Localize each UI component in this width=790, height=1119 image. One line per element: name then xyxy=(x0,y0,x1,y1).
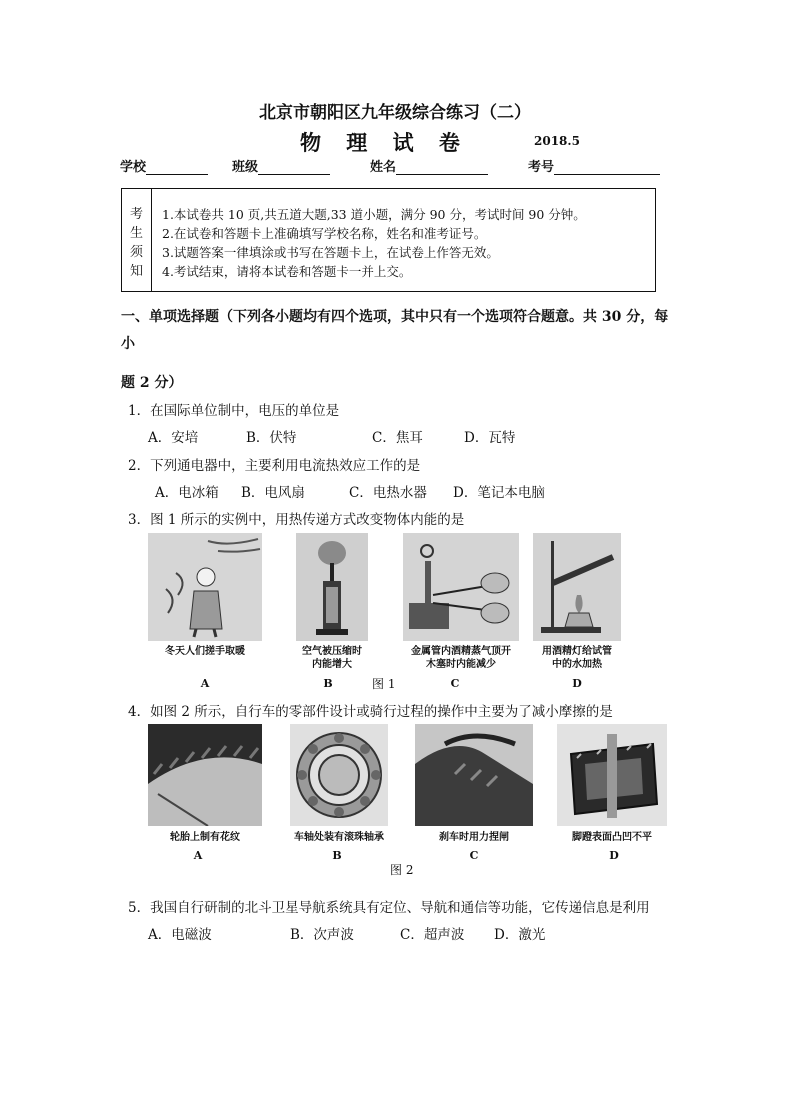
notice-rules xyxy=(162,205,586,281)
ball-bearing-icon xyxy=(290,724,388,826)
school-field[interactable] xyxy=(146,160,208,175)
exam-subject: 物 理 试 卷 xyxy=(300,130,469,155)
student-info-line xyxy=(120,156,680,176)
question-1-stem: 1．在国际单位制中，电压的单位是 xyxy=(128,403,340,419)
option-d[interactable]: D．笔记本电脑 xyxy=(453,485,545,501)
figure1-image-b[interactable] xyxy=(296,533,368,641)
notice-label-char: 生 xyxy=(129,226,143,241)
caption-line: 木塞时内能减少 xyxy=(426,659,496,670)
caption-line: 车轴处装有滚珠轴承 xyxy=(294,832,384,843)
section-heading-cont: 小 xyxy=(121,336,135,352)
option-c[interactable]: C．焦耳 xyxy=(372,430,423,446)
notice-label-char: 考 xyxy=(129,207,143,222)
school-label: 学校 xyxy=(120,160,147,175)
option-b[interactable]: B．伏特 xyxy=(246,430,297,446)
figure2-letter-a: A xyxy=(193,849,203,862)
option-d[interactable]: D．激光 xyxy=(494,927,546,943)
figure2-caption-d xyxy=(552,831,672,844)
figure1-image-c[interactable] xyxy=(403,533,519,641)
class-field[interactable] xyxy=(258,160,330,175)
notice-label-char: 知 xyxy=(129,264,143,279)
caption-line: 金属管内酒精蒸气顶开 xyxy=(411,646,511,657)
question-2-options xyxy=(155,481,655,499)
figure1-caption-d xyxy=(528,645,626,671)
bicycle-pedal-icon xyxy=(557,724,667,826)
class-label: 班级 xyxy=(232,160,259,175)
caption-line: 内能增大 xyxy=(312,659,352,670)
notice-label xyxy=(122,189,152,291)
figure2-caption-c xyxy=(415,831,533,844)
figure2-letter-b: B xyxy=(332,849,342,862)
name-label: 姓名 xyxy=(370,160,397,175)
figure2-caption-b xyxy=(276,831,402,844)
figure2-image-d[interactable] xyxy=(557,724,667,826)
caption-line: 中的水加热 xyxy=(552,659,602,670)
notice-rule: 1.本试卷共 10 页,共五道大题,33 道小题，满分 90 分，考试时间 90 分钟。 xyxy=(162,207,586,222)
figure1-letter-d: D xyxy=(572,677,582,690)
option-a[interactable]: A．安培 xyxy=(148,430,199,446)
name-field[interactable] xyxy=(396,160,488,175)
exam-title: 北京市朝阳区九年级综合练习（二） xyxy=(259,103,531,123)
figure1-image-d[interactable] xyxy=(533,533,621,641)
notice-box xyxy=(121,188,656,292)
notice-rule: 4.考试结束，请将本试卷和答题卡一并上交。 xyxy=(162,264,412,279)
figure1-caption-c xyxy=(398,645,524,671)
figure2-image-c[interactable] xyxy=(415,724,533,826)
question-4-stem: 4．如图 2 所示，自行车的零部件设计或骑行过程的操作中主要为了减小摩擦的是 xyxy=(128,704,613,720)
tire-tread-icon xyxy=(148,724,262,826)
caption-line: 用酒精灯给试管 xyxy=(542,646,612,657)
caption-line: 脚蹬表面凸凹不平 xyxy=(572,832,652,843)
air-pump-icon xyxy=(296,533,368,641)
exam-date: 2018.5 xyxy=(534,134,580,148)
figure2-letter-d: D xyxy=(609,849,619,862)
question-2-stem: 2．下列通电器中，主要利用电流热效应工作的是 xyxy=(128,458,421,474)
figure1-letter-a: A xyxy=(200,677,210,690)
caption-line: 空气被压缩时 xyxy=(302,646,362,657)
question-3-stem: 3．图 1 所示的实例中，用热传递方式改变物体内能的是 xyxy=(128,512,465,528)
alcohol-lamp-test-tube-icon xyxy=(533,533,621,641)
notice-label-char: 须 xyxy=(129,245,143,260)
figure2-letter-c: C xyxy=(469,849,479,862)
option-a[interactable]: A．电磁波 xyxy=(148,927,212,943)
figure2-image-b[interactable] xyxy=(290,724,388,826)
brake-lever-icon xyxy=(415,724,533,826)
figure2-image-a[interactable] xyxy=(148,724,262,826)
option-a[interactable]: A．电冰箱 xyxy=(155,485,219,501)
figure1-letter-c: C xyxy=(450,677,460,690)
caption-line: 刹车时用力捏闸 xyxy=(439,832,509,843)
option-d[interactable]: D．瓦特 xyxy=(464,430,516,446)
option-b[interactable]: B．电风扇 xyxy=(241,485,305,501)
question-5-stem: 5．我国自行研制的北斗卫星导航系统具有定位、导航和通信等功能，它传递信息是利用 xyxy=(128,900,650,916)
figure1-image-a[interactable] xyxy=(148,533,262,641)
metal-tube-cork-icon xyxy=(403,533,519,641)
figure1-label: 图 1 xyxy=(372,677,396,691)
caption-line: 轮胎上制有花纹 xyxy=(170,832,240,843)
figure2-label: 图 2 xyxy=(390,863,414,877)
figure2-caption-a xyxy=(148,831,262,844)
section-heading: 一、单项选择题（下列各小题均有四个选项，其中只有一个选项符合题意。共 30 分，每 xyxy=(121,309,669,325)
caption-line: 冬天人们搓手取暖 xyxy=(165,646,245,657)
figure1-caption-a xyxy=(148,645,262,658)
option-c[interactable]: C．超声波 xyxy=(400,927,465,943)
notice-rule: 2.在试卷和答题卡上准确填写学校名称，姓名和准考证号。 xyxy=(162,226,487,241)
option-b[interactable]: B．次声波 xyxy=(290,927,354,943)
person-rubbing-hands-icon xyxy=(148,533,262,641)
option-c[interactable]: C．电热水器 xyxy=(349,485,427,501)
exam-number-field[interactable] xyxy=(554,160,660,175)
question-5-options xyxy=(148,923,648,941)
figure1-letter-b: B xyxy=(323,677,333,690)
question-1-options xyxy=(148,426,648,444)
notice-rule: 3.试题答案一律填涂或书写在答题卡上，在试卷上作答无效。 xyxy=(162,245,499,260)
figure1-caption-b xyxy=(286,645,378,671)
section-heading-cont2: 题 2 分） xyxy=(121,375,183,391)
exam-number-label: 考号 xyxy=(528,160,555,175)
